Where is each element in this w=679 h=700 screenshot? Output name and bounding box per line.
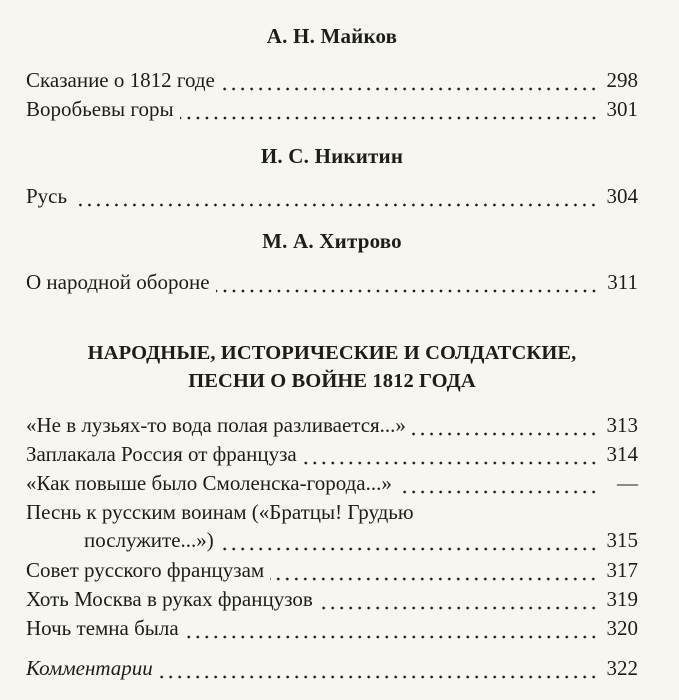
toc-entry-page: 315 xyxy=(606,528,638,552)
toc-entry[interactable] xyxy=(26,469,638,497)
toc-entry-title: Ночь темна была xyxy=(26,616,179,640)
toc-entry[interactable] xyxy=(26,182,638,210)
toc-entry-title: Воробьевы горы xyxy=(26,97,174,121)
toc-entry-commentary[interactable] xyxy=(26,654,638,682)
dot-leader xyxy=(270,556,598,584)
toc-entry-title: «Не в лузьях-то вода полая разливается...» xyxy=(26,413,406,437)
toc-entry-title: Заплакала Россия от француза xyxy=(26,442,297,466)
dot-leader xyxy=(216,268,598,296)
toc-entry[interactable] xyxy=(26,526,638,554)
toc-entry-page: 314 xyxy=(606,442,638,466)
section-title-line2: ПЕСНИ О ВОЙНЕ 1812 ГОДА xyxy=(188,370,476,392)
toc-entry-title: Хоть Москва в руках французов xyxy=(26,587,313,611)
author-heading-nikitin: И. С. Никитин xyxy=(260,144,404,168)
toc-entry[interactable] xyxy=(26,585,638,613)
dot-leader xyxy=(180,95,598,123)
dot-leader xyxy=(159,654,598,682)
toc-entry-page: 301 xyxy=(606,97,638,121)
toc-entry[interactable] xyxy=(26,440,638,468)
toc-entry-title: Совет русского французам xyxy=(26,558,265,582)
toc-entry[interactable] xyxy=(26,95,638,123)
toc-entry[interactable] xyxy=(26,268,638,296)
toc-entry-title: Сказание о 1812 годе xyxy=(26,68,215,92)
dot-leader xyxy=(185,614,598,642)
toc-entry[interactable] xyxy=(26,556,638,584)
toc-entry-page: 320 xyxy=(606,616,638,640)
toc-entry-title: О народной обороне xyxy=(26,270,210,294)
dot-leader xyxy=(398,469,598,497)
dot-leader xyxy=(73,182,598,210)
toc-entry-page: 304 xyxy=(606,184,638,208)
toc-entry-page: 311 xyxy=(607,270,638,294)
toc-entry-title-line2: послужите...») xyxy=(84,528,214,552)
dot-leader xyxy=(303,440,598,468)
toc-entry-page: 322 xyxy=(606,656,638,680)
toc-entry[interactable] xyxy=(26,66,638,94)
toc-entry-page: 313 xyxy=(606,413,638,437)
dot-leader xyxy=(221,66,598,94)
toc-entry-title: Русь xyxy=(26,184,68,208)
toc-entry[interactable] xyxy=(26,411,638,439)
toc-entry-title: Комментарии xyxy=(26,656,153,680)
toc-entry-page: 298 xyxy=(606,68,638,92)
table-of-contents-page xyxy=(26,0,638,700)
toc-entry-page: — xyxy=(617,471,638,495)
dot-leader xyxy=(319,585,598,613)
section-title-line1: НАРОДНЫЕ, ИСТОРИЧЕСКИЕ И СОЛДАТСКИЕ, xyxy=(87,342,577,364)
dot-leader xyxy=(220,526,598,554)
author-heading-khitrovo: М. А. Хитрово xyxy=(262,229,402,253)
author-heading-maikov: А. Н. Майков xyxy=(266,24,398,48)
dot-leader xyxy=(412,411,598,439)
toc-entry[interactable] xyxy=(26,614,638,642)
toc-entry-title-line1[interactable]: Песнь к русским воинам («Братцы! Грудью xyxy=(26,500,414,524)
toc-entry-title: «Как повыше было Смоленска-города...» xyxy=(26,471,392,495)
toc-entry-page: 317 xyxy=(606,558,638,582)
toc-entry-page: 319 xyxy=(606,587,638,611)
